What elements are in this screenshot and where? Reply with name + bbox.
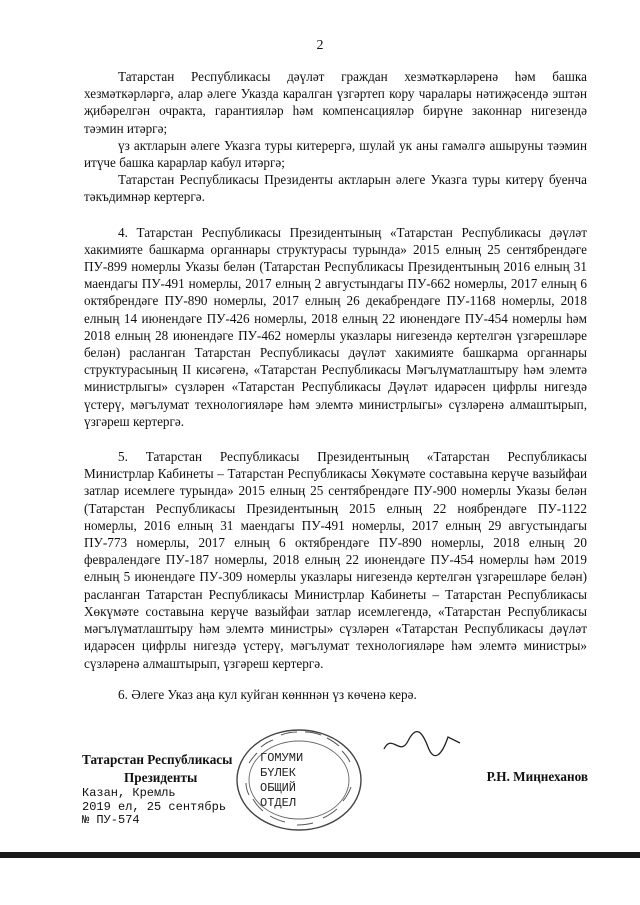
paragraph-acts: үз актларын әлеге Указга туры китерергә, шулай ук аны гамәлгә ашыруны тәэмин итүче башка карарлар кабул итәргә; [84,137,587,171]
signer-org-line2: Президенты [124,770,198,785]
stamp-line-1: ГОМУМИ [260,751,304,765]
stamp-line-4: ОТДЕЛ [260,796,297,810]
handwritten-signature-icon [382,729,462,759]
paragraph-guarantees: Татарстан Республикасы дәүләт граждан хезмәткәрләренә һәм башка хезмәткәрләргә, алар әлеге Указда каралган үзгәртеп кору чаралары нәтиҗәсендә эштән җибәрелгән очракта, гарантияләр һәм компенсацияләр бирүне законнар нигезендә тәэмин итәргә; [84,69,587,136]
decree-metadata [82,787,226,828]
signer-org-line1: Татарстан Республикасы [82,752,233,767]
decree-location: Казан, Кремль [82,786,176,800]
signer-name: Р.Н. Миңнеханов [486,769,588,784]
paragraph-item-6: 6. Әлеге Указ аңа кул куйган көнннән үз көченә керә. [118,686,417,702]
decree-number: № ПУ-574 [82,813,140,828]
department-stamp [260,751,303,811]
signature-block [82,751,592,841]
document-body [84,68,587,703]
stamp-line-3: ОБЩИЙ [260,781,297,795]
paragraph-item-4: 4. Татарстан Республикасы Президентының «Татарстан Республикасы дәүләт хакимияте башкарма органнары структурасы турында» 2015 елның 25 сентябрендәге ПУ-899 номерлы Указы белән (Татарстан Республикасы Президентының 2016 елның 31 маендагы ПУ-491 номерлы, 2017 елның 2 августындагы ПУ-662 номерлы, 2017 елның 6 октябрендәге ПУ-890 номерлы, 2017 елның 26 декабрендәге ПУ-1168 номерлы, 2018 елның 14 июнендәге ПУ-426 номерлы, 2018 елның 22 июнендәге ПУ-454 номерлы һәм 2018 елның 28 июнендәге ПУ-462 номерлы указлары нигезендә кертелгән үзгәрешләре белән) расланган Татарстан Республикасы дәүләт хакимияте башкарма органнары структурасының II кисәгенә, «Татарстан Республикасы Мәгълүматлаштыру һәм элемтә министрлыгы» сүзләрен «Татарстан Республикасы Дәүләт идарәсен цифрлы нигездә үстерү, мәгълумат технологияләре һәм элемтә министрлыгы» сүзләренә алмаштырып, үзгәреш кертергә. [84,224,587,429]
decree-date: 2019 ел, 25 сентябрь [82,799,227,814]
stamp-line-2: БҮЛЕК [260,766,297,780]
page-number: 2 [316,38,324,53]
paragraph-proposals: Татарстан Республикасы Президенты актларын әлеге Указга туры китерү буенча тәкъдимнәр кертергә. [84,172,587,205]
scan-edge-bar [0,852,640,858]
paragraph-item-5: 5. Татарстан Республикасы Президентының «Татарстан Республикасы Министрлар Кабинеты – Татарстан Республикасы Хөкүмәте составына керүче вазыйфаи затлар исемлеге турында» 2015 елның 25 сентябрендәге ПУ-900 номерлы Указы белән (Татарстан Республикасы Президентының 2015 елның 22 ноябрендәге ПУ-1122 номерлы, 2016 елның 31 маендагы ПУ-491 номерлы, 2017 елның 29 августындагы ПУ-773 номерлы, 2017 елның 6 октябрендәге ПУ-890 номерлы, 2018 елның 20 февралендәге ПУ-187 номерлы, 2018 елның 22 июнендәге ПУ-454 номерлы һәм 2019 елның 5 июнендәге ПУ-309 номерлы указлары нигезендә кертелгән үзгәрешләре белән) расланган Татарстан Республикасы Министрлар Кабинеты – Татарстан Республикасы Хөкүмәте составына керүче вазыйфаи затлар исемлегендә, «Татарстан Республикасы мәгълүматлаштыру һәм элемтә министры» сүзләрен «Татарстан Республикасы дәүләт идарәсен цифрлы нигездә үстерү, мәгълумат технологияләре һәм элемтә министры» сүзләренә алмаштырып, үзгәреш кертергә. [84,449,587,671]
